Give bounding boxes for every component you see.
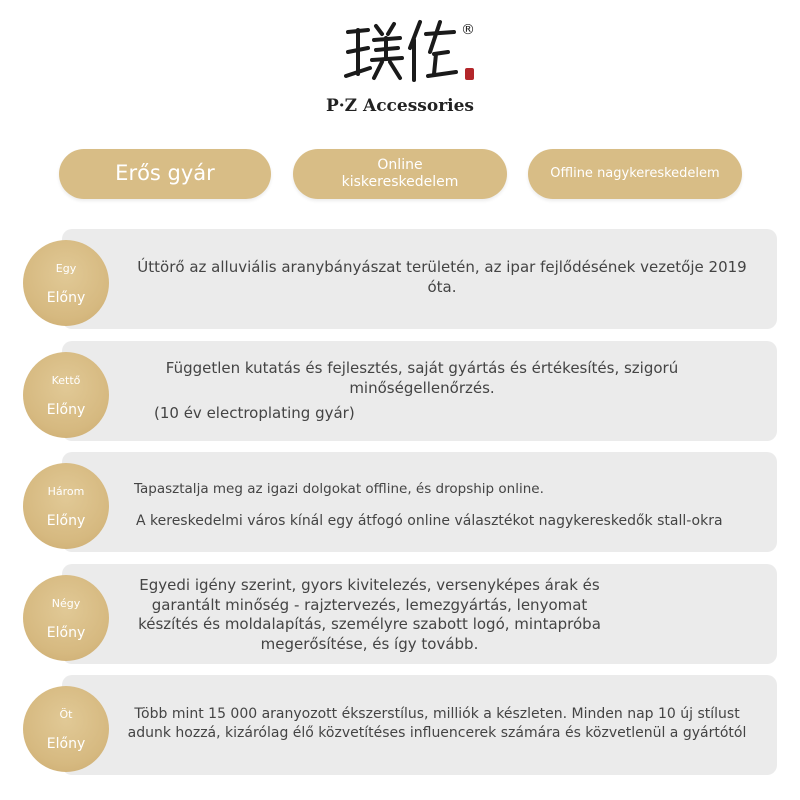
advantage-badge-3 bbox=[23, 463, 109, 549]
badge-label: Előny bbox=[46, 290, 86, 306]
badge-number: Négy bbox=[51, 597, 81, 610]
advantage-badge-4 bbox=[23, 575, 109, 661]
badge-label: Előny bbox=[46, 513, 86, 529]
brand-name: P·Z Accessories bbox=[325, 96, 475, 116]
advantage-badge-2 bbox=[23, 352, 109, 438]
advantage-card-3 bbox=[62, 452, 777, 552]
card-text: Egyedi igény szerint, gyors kivitelezés, versenyképes árak és garantált minőség - rajztervezés, lemezgyártás, lenyomat készítés és moldalapítás, személyre szabott logó, mintapróba megerősítése, és így tovább. bbox=[138, 576, 601, 653]
badge-label: Előny bbox=[46, 736, 86, 752]
advantage-badge-1 bbox=[23, 240, 109, 326]
pill-label: Erős gyár bbox=[115, 161, 215, 186]
card-text: Független kutatás és fejlesztés, saját gyártás és értékesítés, szigorú minőségellenőrzés. bbox=[165, 359, 679, 397]
registered-mark: ® bbox=[461, 22, 475, 38]
online-retail-pill[interactable] bbox=[293, 149, 507, 199]
badge-number: Három bbox=[47, 485, 85, 498]
badge-number: Kettő bbox=[51, 374, 81, 387]
advantage-card-5 bbox=[62, 675, 777, 775]
seal-stamp-icon bbox=[465, 68, 474, 80]
card-text: Tapasztalja meg az igazi dolgokat offline, és dropship online. bbox=[134, 481, 544, 497]
brand-logo-calligraphy bbox=[342, 18, 462, 84]
offline-wholesale-pill[interactable] bbox=[528, 149, 742, 199]
advantage-badge-5 bbox=[23, 686, 109, 772]
pill-label: Offline nagykereskedelem bbox=[550, 166, 720, 182]
card-text: Több mint 15 000 aranyozott ékszerstílus, milliók a készleten. Minden nap 10 új stílust adunk hozzá, kizárólag élő közvetítéses influencerek számára és közvetlenül a gyártótól bbox=[127, 706, 747, 741]
badge-number: Öt bbox=[59, 708, 73, 721]
advantage-card-1 bbox=[62, 229, 777, 329]
card-subtext: A kereskedelmi város kínál egy átfogó online választékot nagykereskedők stall-okra bbox=[136, 513, 723, 529]
badge-label: Előny bbox=[46, 402, 86, 418]
pill-label: Online kiskereskedelem bbox=[341, 157, 459, 190]
card-subtext: (10 év electroplating gyár) bbox=[154, 404, 355, 422]
badge-number: Egy bbox=[55, 262, 77, 275]
strong-factory-pill[interactable] bbox=[59, 149, 271, 199]
advantage-card-4 bbox=[62, 564, 777, 664]
advantage-card-2 bbox=[62, 341, 777, 441]
badge-label: Előny bbox=[46, 625, 86, 641]
card-text: Úttörő az alluviális aranybányászat területén, az ipar fejlődésének vezetője 2019 óta. bbox=[137, 258, 747, 296]
